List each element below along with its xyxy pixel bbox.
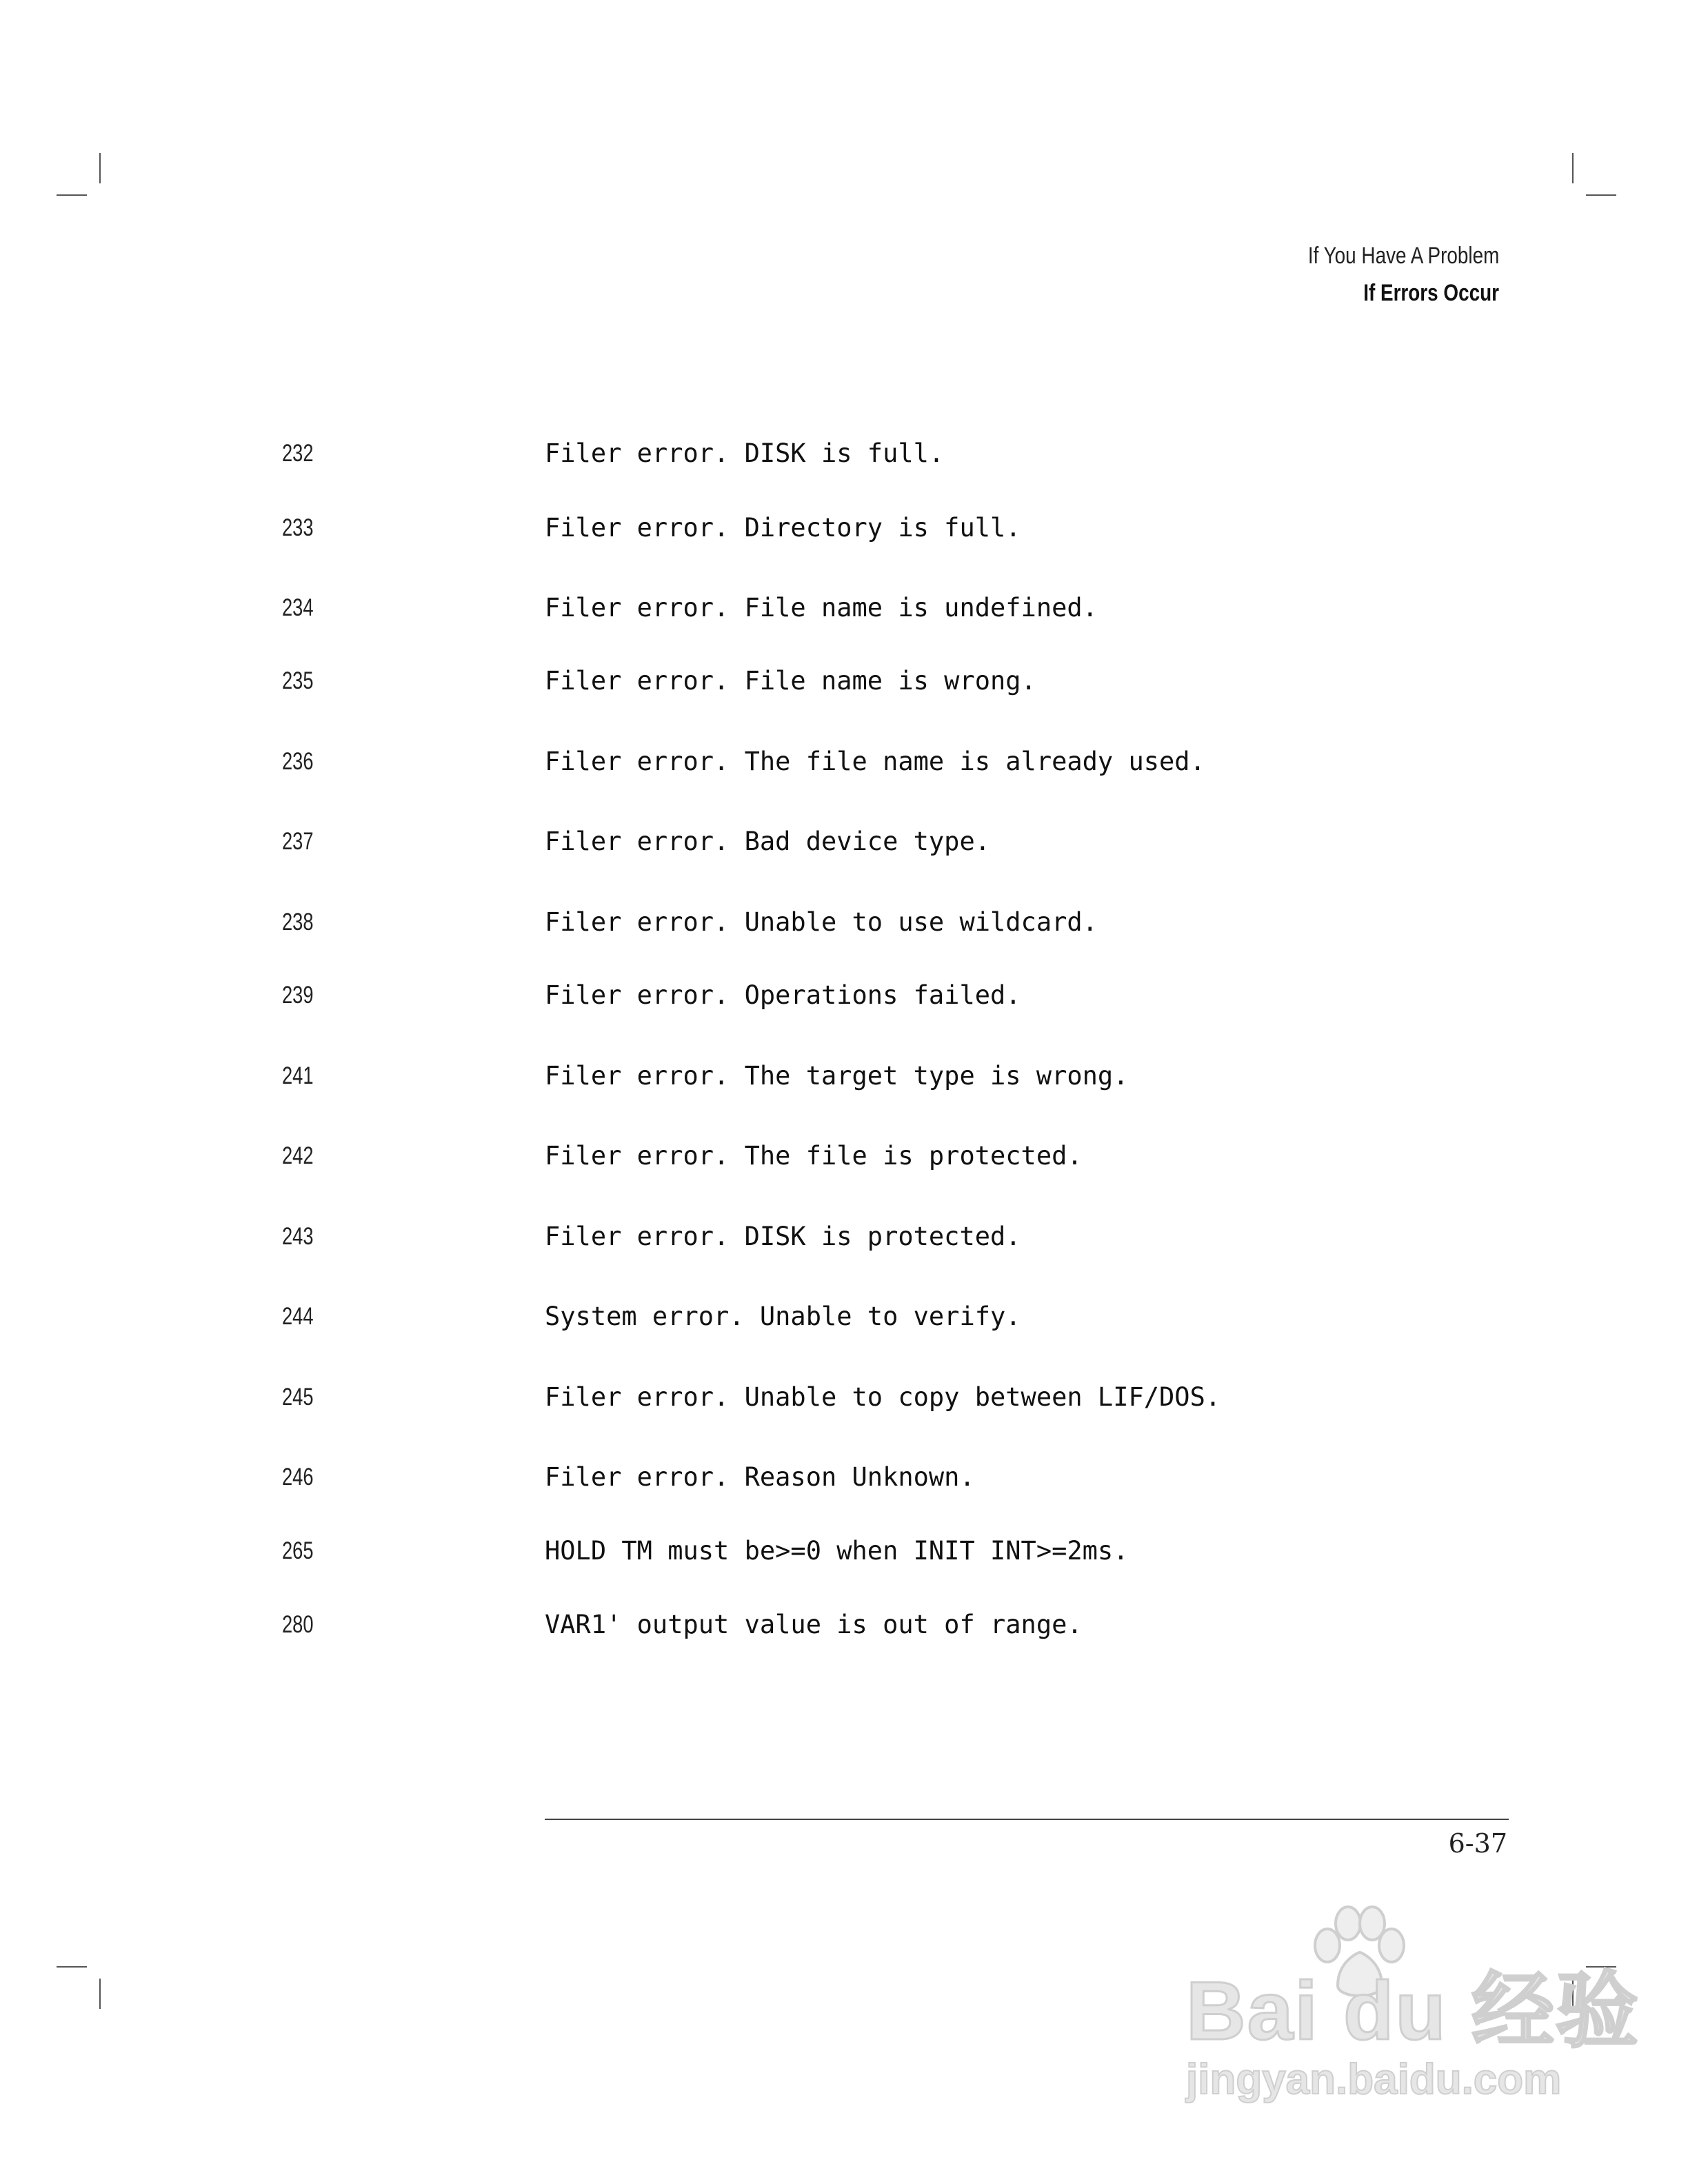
error-message: Filer error. The target type is wrong. [545,1061,1129,1091]
error-message: Filer error. The file name is already used. [545,747,1205,776]
error-message: System error. Unable to verify. [545,1302,1021,1331]
error-code: 237 [282,828,314,855]
error-message: Filer error. DISK is full. [545,438,945,468]
error-row [0,1534,1688,1568]
crop-mark-top-left-v [99,153,101,183]
error-row [0,436,1688,471]
error-message: Filer error. File name is wrong. [545,666,1036,696]
error-message: VAR1' output value is out of range. [545,1610,1083,1639]
watermark-url: jingyan.baidu.com [1186,2056,1562,2103]
watermark [1186,1903,1640,2103]
error-message: Filer error. The file is protected. [545,1141,1083,1171]
error-row [0,1300,1688,1334]
error-row [0,1059,1688,1093]
error-message: Filer error. DISK is protected. [545,1222,1021,1251]
error-message: Filer error. Directory is full. [545,513,1021,543]
error-code: 280 [282,1611,314,1638]
running-head-chapter: If Errors Occur [1363,280,1499,306]
error-code: 265 [282,1537,314,1564]
error-message: Filer error. Unable to copy between LIF/DOS. [545,1382,1221,1412]
error-row [0,1380,1688,1415]
error-code: 243 [282,1223,314,1250]
error-message: Filer error. Bad device type. [545,827,991,856]
watermark-brand: Bai du 经验 [1186,1965,1640,2057]
footer-rule [545,1819,1509,1820]
error-code: 246 [282,1464,314,1490]
error-code: 239 [282,982,314,1009]
error-code: 245 [282,1384,314,1410]
error-code: 238 [282,909,314,936]
error-row [0,1220,1688,1254]
error-code: 232 [282,440,314,467]
error-code: 233 [282,514,314,541]
crop-mark-top-right-h [1586,194,1616,196]
crop-mark-top-left-h [57,194,87,196]
error-row [0,978,1688,1013]
error-code: 234 [282,594,314,621]
error-message: Filer error. Unable to use wildcard. [545,907,1098,937]
error-row [0,511,1688,545]
error-row [0,825,1688,859]
error-message: Filer error. File name is undefined. [545,593,1098,623]
crop-mark-bottom-left-v [99,1979,101,2009]
error-code: 244 [282,1303,314,1330]
error-row [0,591,1688,625]
error-row [0,905,1688,940]
error-code: 236 [282,748,314,775]
error-message: Filer error. Operations failed. [545,980,1021,1010]
crop-mark-top-right-v [1572,153,1574,183]
running-head-section: If You Have A Problem [1307,243,1499,269]
error-row [0,1139,1688,1173]
error-row [0,1608,1688,1642]
crop-mark-bottom-left-h [57,1966,87,1968]
error-message: Filer error. Reason Unknown. [545,1462,975,1492]
error-code: 235 [282,667,314,694]
error-row [0,664,1688,698]
error-code: 241 [282,1062,314,1089]
error-row [0,1460,1688,1495]
error-code: 242 [282,1142,314,1169]
error-row [0,745,1688,779]
page-number: 6-37 [1448,1828,1507,1859]
error-message: HOLD TM must be>=0 when INIT INT>=2ms. [545,1536,1129,1566]
